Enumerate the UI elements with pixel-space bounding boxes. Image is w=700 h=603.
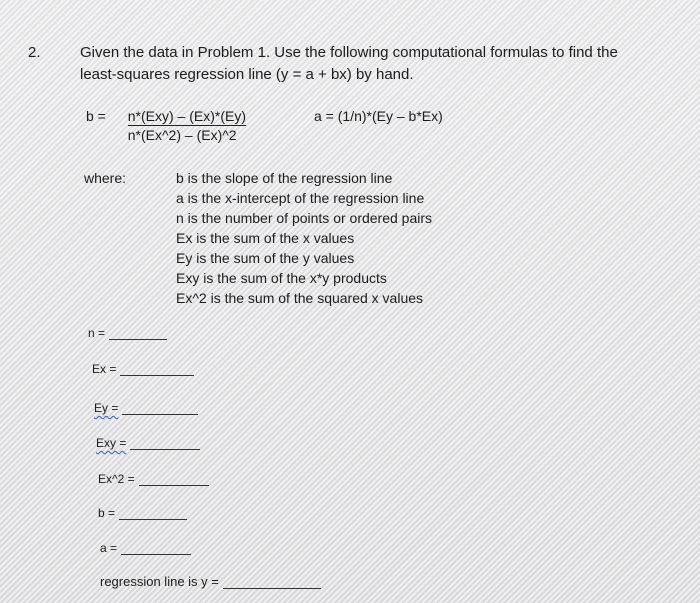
definition-item: Exy is the sum of the x*y products <box>176 270 387 286</box>
slope-formula <box>86 108 246 143</box>
ex-field[interactable] <box>92 362 194 376</box>
slope-numerator: n*(Exy) – (Ex)*(Ey) <box>127 108 246 124</box>
where-label: where: <box>84 170 127 186</box>
definition-item: Ey is the sum of the y values <box>176 250 355 266</box>
ey-answer-blank[interactable] <box>122 402 198 415</box>
definition-item: b is the slope of the regression line <box>176 170 393 186</box>
definition-item: Ex is the sum of the x values <box>176 230 355 246</box>
a-field-label: a = <box>100 541 118 555</box>
n-answer-blank[interactable] <box>109 327 167 340</box>
definitions-list <box>176 168 432 308</box>
regression-line-field[interactable] <box>100 574 321 589</box>
ey-field-label: Ey = <box>94 401 119 415</box>
ex-field-label: Ex = <box>92 362 117 376</box>
exy-answer-blank[interactable] <box>130 437 200 450</box>
exy-field-label: Exy = <box>96 436 127 450</box>
ex2-field[interactable] <box>98 472 209 486</box>
regression-line-answer-blank[interactable] <box>223 576 321 589</box>
b-field-label: b = <box>98 506 116 520</box>
a-field[interactable] <box>100 541 191 555</box>
definition-item: a is the x-intercept of the regression line <box>176 190 425 206</box>
definition-item: Ex^2 is the sum of the squared x values <box>176 290 424 306</box>
ey-field[interactable] <box>94 401 198 415</box>
ex-answer-blank[interactable] <box>120 363 194 376</box>
slope-fraction <box>128 108 246 143</box>
slope-denominator: n*(Ex^2) – (Ex)^2 <box>127 127 237 143</box>
b-answer-blank[interactable] <box>119 507 187 520</box>
intercept-formula: a = (1/n)*(Ey – b*Ex) <box>314 108 443 124</box>
n-field[interactable] <box>88 326 167 340</box>
intro-line-2: least-squares regression line (y = a + bx) by hand. <box>80 66 414 83</box>
exy-field[interactable] <box>96 436 200 450</box>
a-answer-blank[interactable] <box>121 542 191 555</box>
regression-line-label: regression line is y = <box>100 574 219 589</box>
ex2-answer-blank[interactable] <box>139 473 209 486</box>
b-field[interactable] <box>98 506 187 520</box>
definition-item: n is the number of points or ordered pairs <box>176 210 433 226</box>
intro-line-1: Given the data in Problem 1. Use the following computational formulas to find the <box>80 44 618 61</box>
slope-formula-label: b = <box>86 108 106 124</box>
question-number: 2. <box>28 44 41 61</box>
n-field-label: n = <box>88 326 106 340</box>
ex2-field-label: Ex^2 = <box>98 472 135 486</box>
